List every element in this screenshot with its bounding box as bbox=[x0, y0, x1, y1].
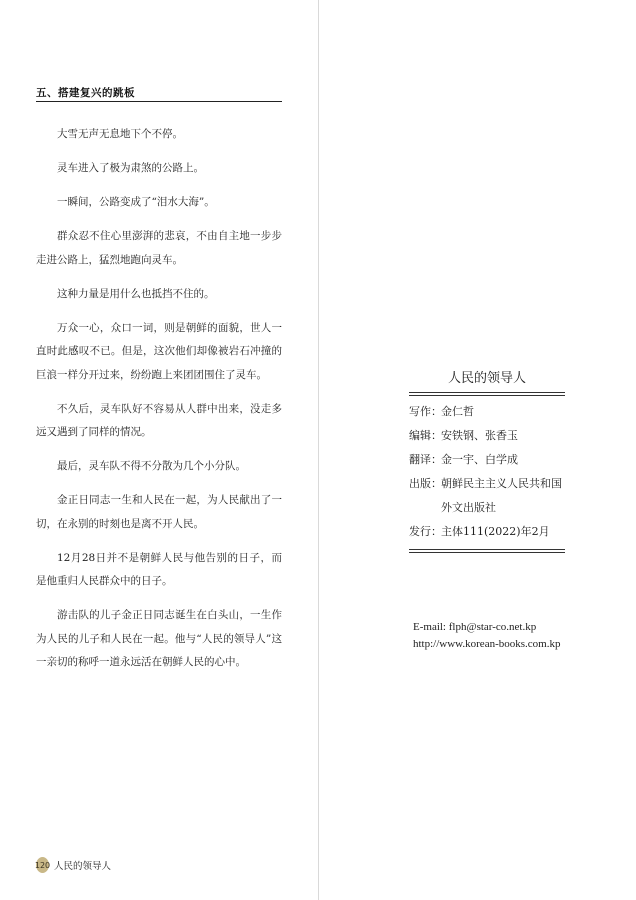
chapter-title: 五、搭建复兴的跳板 bbox=[36, 87, 135, 99]
colophon-value: 金仁哲 bbox=[441, 405, 474, 418]
colophon-label: 写作： bbox=[409, 405, 442, 418]
contact-email: E-mail: flph@star-co.net.kp bbox=[413, 621, 537, 633]
body-paragraph: 大雪无声无息地下个不停。 bbox=[57, 128, 183, 140]
colophon-list bbox=[409, 396, 565, 549]
colophon-label: 出版： bbox=[409, 477, 442, 490]
body-paragraph: 12月28日并不是朝鲜人民与他告别的日子，而是他重归人民群众中的日子。 bbox=[36, 551, 282, 587]
body-paragraph: 这种力量是用什么也抵挡不住的。 bbox=[57, 287, 215, 300]
body-paragraph: 一瞬间，公路变成了“泪水大海”。 bbox=[57, 196, 215, 208]
colophon-label: 编辑： bbox=[409, 429, 442, 442]
colophon-bottom-rule bbox=[409, 549, 565, 553]
colophon-value: 金一宇、白学成 bbox=[441, 453, 518, 466]
body-paragraph: 金正日同志一生和人民在一起，为人民献出了一切，在永别的时刻也是离不开人民。 bbox=[36, 494, 282, 530]
right-page bbox=[319, 0, 636, 900]
body-text bbox=[36, 123, 282, 685]
colophon-value: 主体111(2022)年2月 bbox=[441, 525, 550, 538]
page-footer bbox=[36, 857, 111, 873]
colophon-row-issued bbox=[409, 520, 565, 544]
colophon-value: 安铁钢、张香玉 bbox=[441, 429, 518, 442]
body-paragraph: 群众忍不住心里澎湃的悲哀，不由自主地一步步走进公路上，猛烈地跑向灵车。 bbox=[36, 230, 282, 266]
body-paragraph: 灵车进入了极为肃煞的公路上。 bbox=[57, 162, 204, 174]
body-paragraph: 万众一心，众口一词，则是朝鲜的面貌，世人一直时此感叹不已。但是，这次他们却像被岩石冲撞的巨浪一样分开过来，纷纷跑上来团团围住了灵车。 bbox=[36, 321, 282, 381]
colophon-row-editor bbox=[409, 424, 565, 448]
colophon-row-publisher bbox=[409, 472, 565, 520]
contact-website: http://www.korean-books.com.kp bbox=[413, 638, 561, 650]
body-paragraph: 不久后，灵车队好不容易从人群中出来，没走多远又遇到了同样的情况。 bbox=[36, 402, 282, 438]
colophon-value: 朝鲜民主主义人民共和国外文出版社 bbox=[441, 477, 562, 514]
body-paragraph: 游击队的儿子金正日同志诞生在白头山，一生作为人民的儿子和人民在一起。他与“人民的领导人”这一亲切的称呼一道永远活在朝鲜人民的心中。 bbox=[36, 609, 282, 668]
colophon bbox=[409, 365, 565, 553]
colophon-label: 发行： bbox=[409, 525, 442, 538]
running-footer-title: 人民的领导人 bbox=[54, 861, 112, 872]
colophon-label: 翻译： bbox=[409, 453, 442, 466]
page-number-badge: 120 bbox=[36, 857, 49, 873]
colophon-row-translator bbox=[409, 448, 565, 472]
contact-info bbox=[413, 619, 560, 653]
chapter-title-rule bbox=[36, 101, 282, 102]
colophon-row-author bbox=[409, 400, 565, 424]
colophon-title: 人民的领导人 bbox=[447, 371, 526, 386]
body-paragraph: 最后，灵车队不得不分散为几个小分队。 bbox=[57, 460, 246, 472]
